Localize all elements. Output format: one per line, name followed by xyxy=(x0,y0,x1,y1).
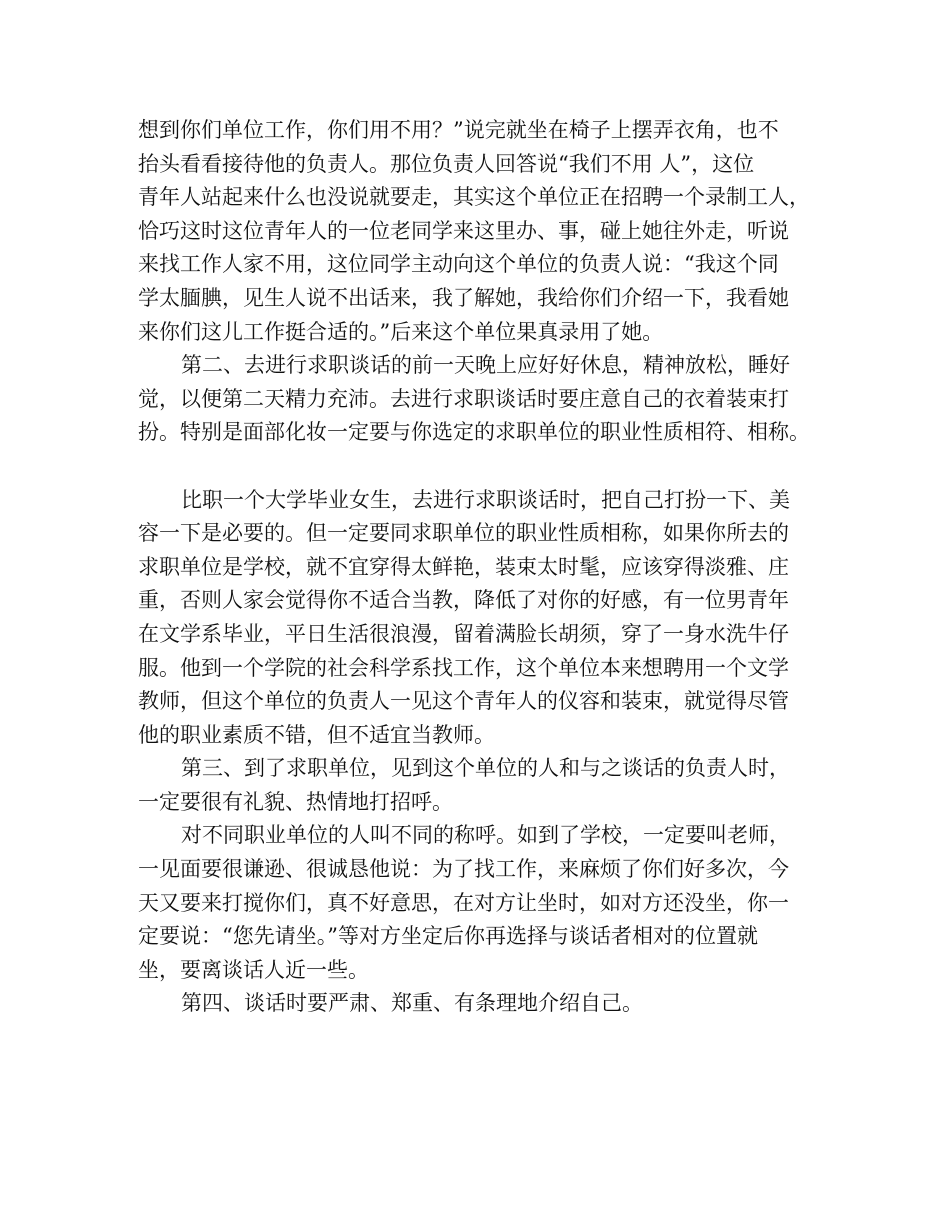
text-line: 容一下是必要的。但一定要同求职单位的职业性质相称，如果你所去的 xyxy=(138,521,789,546)
text-line: 坐，要离谈话人近一些。 xyxy=(138,957,369,982)
text-line: 教师，但这个单位的负责人一见这个青年人的仪容和装束，就觉得尽管 xyxy=(138,689,789,714)
text-line: 一定要很有礼貌、热情地打招呼。 xyxy=(138,789,453,814)
text-line: 天又要来打搅你们，真不好意思，在对方让坐时，如对方还没坐，你一 xyxy=(138,890,789,915)
text-line: 青年人站起来什么也没说就要走，其实这个单位正在招聘一个录制工人， xyxy=(138,185,810,210)
text-line: 来你们这儿工作挺合适的。”后来这个单位果真录用了她。 xyxy=(138,319,664,344)
text-line: 第三、到了求职单位，见到这个单位的人和与之谈话的负责人时， xyxy=(181,756,790,781)
text-line: 服。他到一个学院的社会科学系找工作，这个单位本来想聘用一个文学 xyxy=(138,655,789,680)
paragraph-gap xyxy=(138,450,828,484)
text-line: 重，否则人家会觉得你不适合当教，降低了对你的好感，有一位男青年 xyxy=(138,588,789,613)
body-text xyxy=(138,114,828,1021)
text-line: 学太腼腆，见生人说不出话来，我了解她，我给你们介绍一下，我看她 xyxy=(138,285,789,310)
text-line: 在文学系毕业，平日生活很浪漫，留着满脸长胡须，穿了一身水洗牛仔 xyxy=(138,621,789,646)
text-line: 比职一个大学毕业女生，去进行求职谈话时，把自己打扮一下、美 xyxy=(181,487,790,512)
text-line: 扮。特别是面部化妆一定要与你选定的求职单位的职业性质相符、相称。 xyxy=(138,420,810,445)
text-line: 恰巧这时这位青年人的一位老同学来这里办、事，碰上她往外走，听说 xyxy=(138,218,789,243)
text-line: 第四、谈话时要严肃、郑重、有条理地介绍自己。 xyxy=(181,991,643,1016)
text-line: 觉，以便第二天精力充沛。去进行求职谈话时要庄意自己的衣着装束打 xyxy=(138,386,789,411)
text-line: 他的职业素质不错，但不适宜当教师。 xyxy=(138,722,495,747)
text-line: 来找工作人家不用，这位同学主动向这个单位的负责人说：“我这个同 xyxy=(138,252,779,277)
text-line: 对不同职业单位的人叫不同的称呼。如到了学校，一定要叫老师， xyxy=(181,823,790,848)
text-line: 想到你们单位工作，你们用不用？”说完就坐在椅子上摆弄衣角，也不 xyxy=(138,118,779,142)
text-line: 求职单位是学校，就不宜穿得太鲜艳，装束太时髦，应该穿得淡雅、庄 xyxy=(138,554,789,579)
text-line: 第二、去进行求职谈话的前一天晚上应好好休息，精神放松，睡好 xyxy=(181,353,790,378)
text-line: 一见面要很谦逊、很诚恳他说：为了找工作，来麻烦了你们好多次，今 xyxy=(138,857,789,882)
text-line: 定要说：“您先请坐。”等对方坐定后你再选择与谈话者相对的位置就 xyxy=(138,924,758,949)
text-line: 抬头看看接待他的负责人。那位负责人回答说“我们不用 人”，这位 xyxy=(138,151,755,176)
